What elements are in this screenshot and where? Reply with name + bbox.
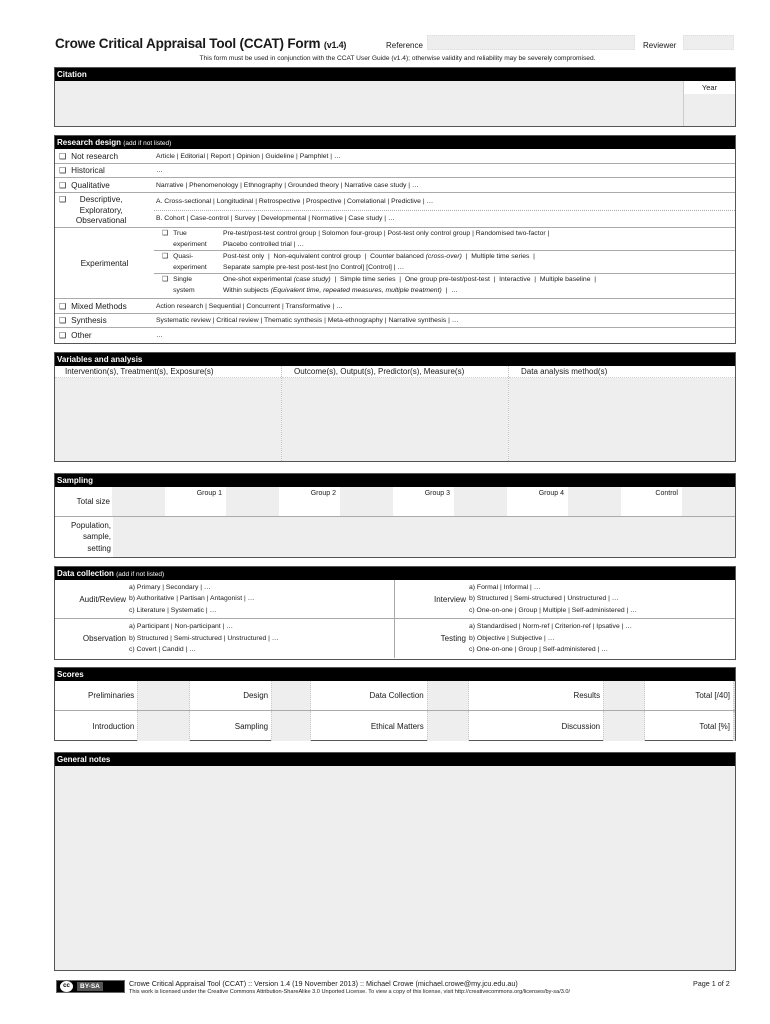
ethical-matters-label: Ethical Matters (370, 721, 424, 731)
scores-heading: Scores (55, 668, 735, 681)
cc-license-badge (56, 980, 125, 993)
population-label (55, 517, 113, 557)
column-label: Intervention(s), Treatment(s), Exposure(s) (55, 366, 281, 378)
general-notes-heading: General notes (55, 753, 735, 766)
checkbox-icon[interactable]: ❑ (59, 151, 67, 161)
checkbox-icon[interactable]: ❑ (59, 195, 67, 204)
form-title (55, 36, 346, 51)
introduction-input[interactable] (137, 711, 190, 741)
data-collection-label: Data Collection (369, 691, 424, 700)
method-label: Testing (440, 634, 466, 643)
total-percent-label: Total [%] (699, 721, 730, 731)
scores-row-2 (55, 711, 735, 741)
analysis-input[interactable] (509, 378, 735, 461)
method-option: c) Covert | Candid | … (129, 646, 196, 654)
scores-row-1 (55, 681, 735, 711)
design-options: Systematic review | Critical review | Thematic synthesis | Meta-ethnography | Narrative synthesis | … (156, 317, 459, 324)
reviewer-label: Reviewer (643, 41, 677, 50)
sampling-section (54, 473, 736, 558)
design-options: B. Cohort | Case-control | Survey | Developmental | Normative | Case study | … (154, 210, 735, 228)
total-40-label: Total [/40] (695, 691, 730, 700)
text: Within subjects (223, 286, 271, 294)
design-label: Descriptive, Exploratory, Observational (75, 195, 127, 225)
method-option: a) Primary | Secondary | … (129, 583, 211, 591)
checkbox-icon[interactable]: ❑ (162, 253, 169, 260)
design-options: Action research | Sequential | Concurrent | Transformative | … (156, 302, 343, 310)
method-label: Audit/Review (79, 594, 126, 604)
analysis-column (509, 366, 735, 461)
intervention-input[interactable] (55, 378, 281, 461)
checkbox-icon[interactable]: ❑ (59, 180, 67, 190)
method-option: c) One-on-one | Group | Multiple | Self-administered | … (469, 606, 637, 614)
text: | Simple time series | One group pre-test/post-test | Interactive | Multiple baseline | (330, 276, 597, 283)
preliminaries-input[interactable] (137, 681, 190, 710)
method-option: c) Literature | Systematic | … (129, 606, 217, 614)
design-options (223, 252, 735, 263)
checkbox-icon[interactable]: ❑ (59, 316, 67, 325)
discussion-label: Discussion (561, 721, 601, 731)
scores-section (54, 667, 736, 741)
preliminaries-label: Preliminaries (88, 691, 135, 700)
checkbox-icon[interactable]: ❑ (59, 301, 67, 311)
text: (cross-over) (425, 253, 462, 260)
label-line: sample, (82, 532, 111, 542)
method-option: b) Authoritative | Partisan | Antagonist | … (129, 595, 255, 603)
design-label: Design (243, 691, 269, 700)
group-2-label: Group 2 (310, 490, 336, 497)
design-options: Article | Editorial | Report | Opinion | Guideline | Pamphlet | … (156, 152, 341, 160)
design-row-other (55, 328, 735, 342)
results-label: Results (573, 691, 601, 700)
reference-label: Reference (386, 41, 423, 50)
introduction-label: Introduction (92, 721, 135, 731)
total-percent-input[interactable] (733, 711, 735, 741)
text: (Equivalent time, repeated measures, multiple treatment) (270, 286, 442, 294)
general-notes-input[interactable] (55, 766, 735, 970)
design-row-historical (55, 164, 735, 178)
citation-section (54, 67, 736, 127)
type-label: system (173, 286, 195, 294)
group-4-label: Group 4 (538, 490, 564, 497)
ethical-matters-input[interactable] (427, 711, 470, 741)
type-label: Single (173, 276, 192, 283)
heading-note: (add if not listed) (123, 140, 172, 147)
outcome-input[interactable] (282, 378, 508, 461)
total-size-label: Total size (76, 497, 110, 506)
creative-commons-icon: cc (60, 981, 73, 992)
control-label: Control (655, 490, 678, 497)
title-text: Crowe Critical Appraisal Tool (CCAT) Form (55, 36, 321, 51)
reference-input[interactable] (427, 35, 635, 50)
data-collection-input[interactable] (427, 681, 470, 710)
method-label: Observation (82, 634, 126, 643)
method-option: a) Formal | Informal | … (469, 583, 541, 591)
group-3-label: Group 3 (424, 490, 450, 497)
total-size-input[interactable] (112, 487, 165, 516)
design-label: Other (71, 330, 92, 340)
design-options: … (156, 167, 163, 174)
type-label: experiment (173, 240, 207, 248)
design-options: Separate sample pre-test post-test [no Control] [Control] | … (223, 263, 405, 271)
general-notes-section (54, 752, 736, 971)
method-option: b) Structured | Semi-structured | Unstructured | … (129, 634, 279, 642)
audit-review-cell (55, 580, 395, 619)
form-instruction: This form must be used in conjunction with the CCAT User Guide (v1.4); otherwise validity and reliability may be severely compromised. (199, 55, 596, 62)
design-label: Historical (71, 166, 105, 175)
checkbox-icon[interactable]: ❑ (59, 166, 67, 175)
testing-cell (395, 619, 735, 658)
footer-credits: Crowe Critical Appraisal Tool (CCAT) :: Version 1.4 (19 November 2013) :: Michael Crowe (michael.crowe@my.jcu.edu.au) (129, 979, 518, 988)
observation-cell (55, 619, 395, 658)
research-design-heading (55, 136, 735, 149)
design-row-descriptive (55, 193, 735, 228)
design-row-experimental (55, 228, 735, 299)
population-input[interactable] (113, 517, 735, 557)
label-line: setting (87, 543, 111, 553)
design-label: Experimental (80, 258, 129, 268)
design-options: Pre-test/post-test control group | Solomon four-group | Post-test only control group | Randomised two-factor | (223, 230, 550, 237)
data-collection-section (54, 566, 736, 660)
design-row-not-research (55, 149, 735, 164)
design-options: A. Cross-sectional | Longitudinal | Retrospective | Prospective | Correlational | Predictive | … (156, 197, 434, 205)
design-row-synthesis (55, 314, 735, 328)
heading-text: Research design (57, 138, 122, 147)
design-label: Not research (71, 151, 119, 161)
column-label: Data analysis method(s) (509, 366, 735, 378)
label-line: Population, (70, 520, 111, 530)
method-option: c) One-on-one | Group | Self-administered | … (469, 646, 609, 654)
variables-section (54, 352, 736, 462)
heading-text: Data collection (57, 569, 114, 578)
by-sa-label: BY-SA (77, 982, 103, 991)
sampling-input[interactable] (271, 711, 311, 741)
data-collection-heading (55, 567, 735, 580)
design-label: Qualitative (71, 180, 110, 190)
design-options (223, 286, 735, 297)
experimental-type-true (154, 228, 735, 251)
outcome-column (282, 366, 509, 461)
page-number: Page 1 of 2 (693, 979, 730, 988)
year-input[interactable] (684, 94, 735, 126)
citation-input[interactable] (55, 81, 684, 126)
design-label: Synthesis (71, 316, 107, 325)
text: (case study) (293, 276, 331, 283)
text: | … (441, 286, 458, 294)
discussion-input[interactable] (603, 711, 645, 741)
version-label: (v1.4) (323, 40, 347, 50)
checkbox-icon[interactable]: ❑ (59, 330, 67, 340)
research-design-section (54, 135, 736, 344)
text: One-shot experimental (223, 276, 294, 283)
text: Post-test only | Non-equivalent control group | Counter balanced (223, 253, 426, 260)
group-3-input[interactable] (454, 487, 507, 516)
type-label: experiment (173, 263, 207, 271)
total-40-input[interactable] (733, 681, 735, 710)
design-row-mixed-methods (55, 299, 735, 314)
method-option: b) Objective | Subjective | … (469, 634, 555, 642)
group-1-label: Group 1 (196, 490, 222, 497)
experimental-type-quasi (154, 251, 735, 274)
sampling-heading: Sampling (55, 474, 735, 487)
experimental-type-single (154, 274, 735, 297)
footer-license-text: This work is licensed under the Creative Commons Attribution-ShareAlike 3.0 Unported License. To view a copy of this license, visit http://creativecommons.org/licenses/by-sa/3.0/ (129, 989, 571, 995)
group-4-input[interactable] (568, 487, 621, 516)
design-options: … (156, 331, 163, 339)
design-input[interactable] (271, 681, 311, 710)
reviewer-input[interactable] (683, 35, 734, 50)
design-options: Placebo controlled trial | … (223, 240, 305, 248)
method-label: Interview (433, 594, 466, 604)
citation-heading: Citation (55, 68, 735, 81)
design-options: Narrative | Phenomenology | Ethnography | Grounded theory | Narrative case study | … (156, 181, 419, 189)
text: | Multiple time series | (461, 253, 535, 260)
checkbox-icon[interactable]: ❑ (162, 230, 169, 237)
method-option: a) Standardised | Norm-ref | Criterion-ref | Ipsative | … (469, 623, 633, 631)
sampling-label: Sampling (234, 721, 269, 731)
type-label: True (173, 230, 187, 237)
heading-note: (add if not listed) (116, 571, 165, 578)
results-input[interactable] (603, 681, 645, 710)
year-label: Year (701, 83, 718, 92)
group-1-input[interactable] (226, 487, 279, 516)
method-option: b) Structured | Semi-structured | Unstructured | … (469, 595, 619, 603)
variables-heading: Variables and analysis (55, 353, 735, 366)
interview-cell (395, 580, 735, 619)
control-input[interactable] (682, 487, 735, 516)
design-row-qualitative (55, 178, 735, 193)
column-label: Outcome(s), Output(s), Predictor(s), Measure(s) (282, 366, 508, 378)
method-option: a) Participant | Non-participant | … (129, 623, 234, 631)
checkbox-icon[interactable]: ❑ (162, 276, 169, 283)
group-2-input[interactable] (340, 487, 393, 516)
design-label: Mixed Methods (71, 301, 127, 311)
intervention-column (55, 366, 282, 461)
design-options (223, 275, 735, 286)
type-label: Quasi- (173, 253, 194, 260)
